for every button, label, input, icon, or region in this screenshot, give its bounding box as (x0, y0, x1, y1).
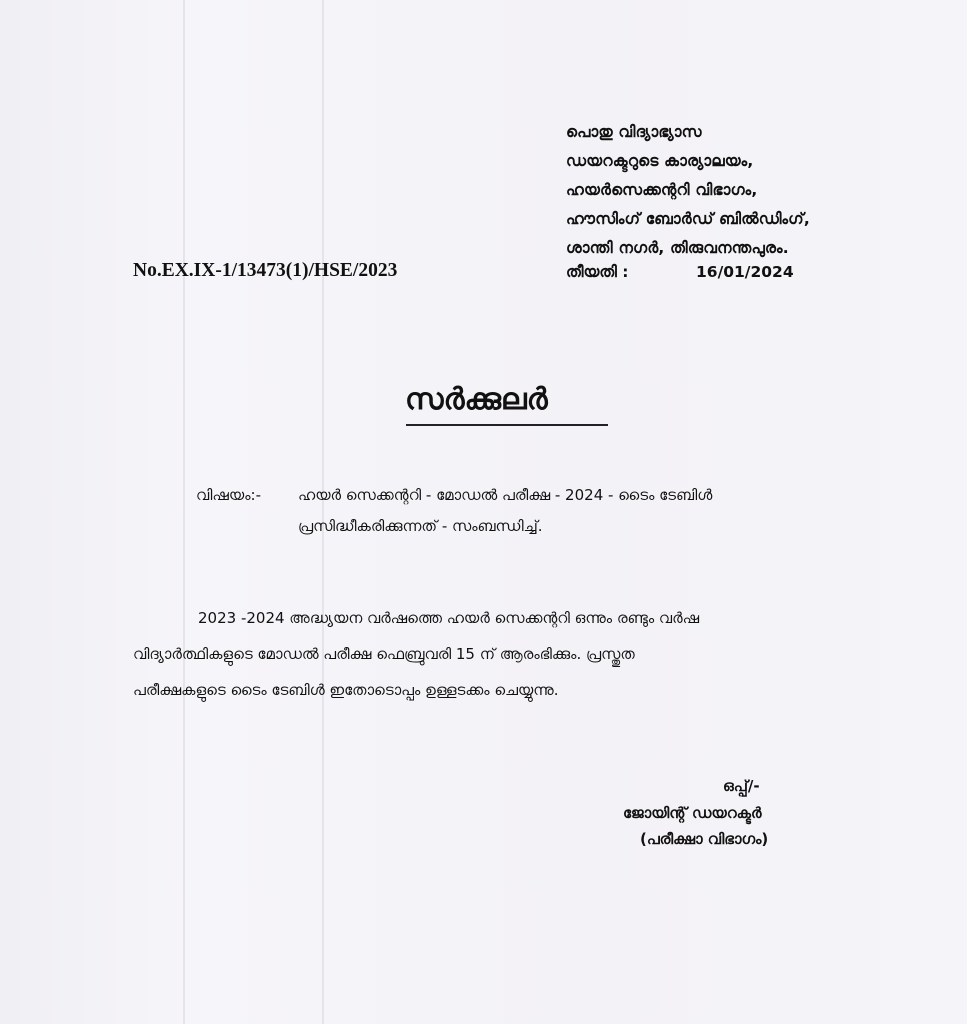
subject-line: പ്രസിദ്ധീകരിക്കുന്നത് - സംബന്ധിച്ച്. (298, 517, 543, 535)
address-line: ഹയർസെക്കന്ററി വിഭാഗം, (566, 181, 758, 199)
signed-mark: ഒപ്പ്/- (723, 777, 760, 795)
address-line: പൊതു വിദ്യാഭ്യാസ (566, 123, 702, 141)
subject-label: വിഷയം:- (196, 486, 261, 504)
address-line: ശാന്തി നഗർ, തിരുവനന്തപുരം. (566, 239, 789, 257)
date-label: തീയതി : (566, 263, 629, 281)
address-line: ഹൗസിംഗ് ബോർഡ് ബിൽഡിംഗ്, (566, 210, 810, 228)
body-line: വിദ്യാർത്ഥികളുടെ മോഡൽ പരീക്ഷ ഫെബ്രുവരി 15 ന് ആരംഭിക്കും. പ്രസ്തുത (133, 645, 635, 663)
reference-number: No.EX.IX-1/13473(1)/HSE/2023 (133, 260, 398, 281)
office-address (566, 118, 956, 263)
address-line: ഡയറക്ടറുടെ കാര്യാലയം, (566, 152, 754, 170)
body-line: പരീക്ഷകളുടെ ടൈം ടേബിൾ ഇതോടൊപ്പം ഉള്ളടക്കം ചെയ്യുന്നു. (133, 681, 559, 699)
paper-fold-line (183, 0, 185, 1024)
title-underline (406, 424, 608, 426)
subject-line: ഹയർ സെക്കന്ററി - മോഡൽ പരീക്ഷ - 2024 - ടൈം ടേബിൾ (298, 486, 713, 504)
date-value: 16/01/2024 (696, 263, 794, 281)
signatory-department: (പരീക്ഷാ വിഭാഗം) (640, 830, 769, 848)
paper-fold-line (322, 0, 324, 1024)
signatory-designation: ജോയിന്റ് ഡയറക്ടർ (623, 804, 762, 822)
circular-title: സർക്കുലർ (405, 382, 548, 417)
body-line: 2023 -2024 അദ്ധ്യയന വർഷത്തെ ഹയർ സെക്കന്ററി ഒന്നും രണ്ടും വർഷ (198, 609, 700, 627)
